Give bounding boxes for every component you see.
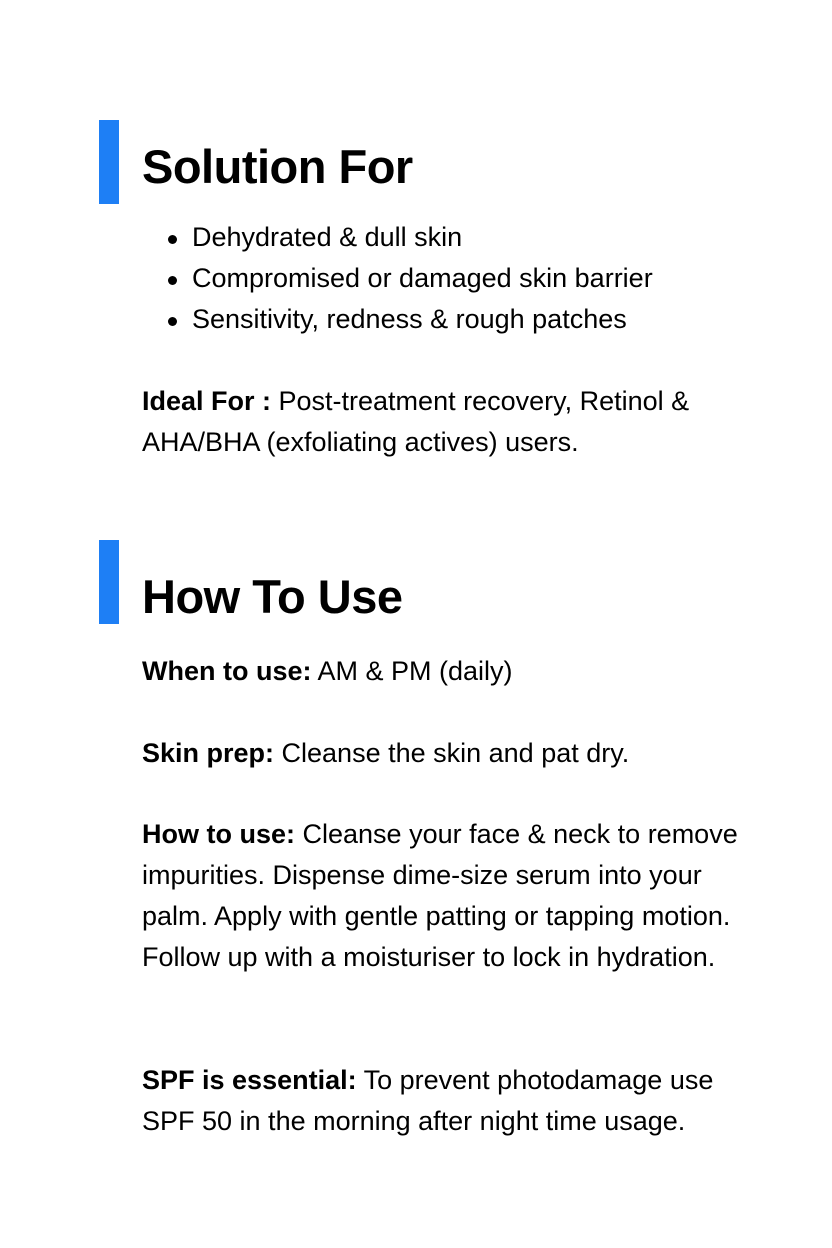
skin-prep-paragraph	[142, 733, 762, 774]
spf-text: To prevent photodamage use SPF 50 in the morning after night time usage.	[142, 1065, 714, 1136]
skin-prep-text: Cleanse the skin and pat dry.	[274, 738, 630, 768]
section-accent-bar	[99, 120, 119, 204]
ideal-for-text: Post-treatment recovery, Retinol & AHA/BHA (exfoliating actives) users.	[142, 386, 690, 457]
when-to-use-paragraph	[142, 651, 762, 692]
list-item: Compromised or damaged skin barrier	[142, 258, 653, 299]
list-item: Dehydrated & dull skin	[142, 217, 653, 258]
how-to-use-label: How to use:	[142, 819, 295, 849]
how-to-use-heading: How To Use	[142, 570, 403, 623]
when-to-use-text: AM & PM (daily)	[311, 656, 513, 686]
when-to-use-label: When to use:	[142, 656, 312, 686]
spf-paragraph	[142, 1060, 762, 1142]
how-to-use-text: Cleanse your face & neck to remove impurities. Dispense dime-size serum into your palm. Apply with gentle patting or tapping motion. Follow up with a moisturiser to lock in hydration.	[142, 819, 738, 972]
section-accent-bar	[99, 540, 119, 624]
ideal-for-label: Ideal For :	[142, 386, 272, 416]
skin-prep-label: Skin prep:	[142, 738, 275, 768]
how-to-use-paragraph	[142, 814, 762, 978]
spf-label: SPF is essential:	[142, 1065, 357, 1095]
solution-list	[142, 217, 653, 340]
ideal-for-paragraph	[142, 381, 762, 463]
list-item: Sensitivity, redness & rough patches	[142, 299, 653, 340]
solution-for-heading: Solution For	[142, 140, 413, 193]
